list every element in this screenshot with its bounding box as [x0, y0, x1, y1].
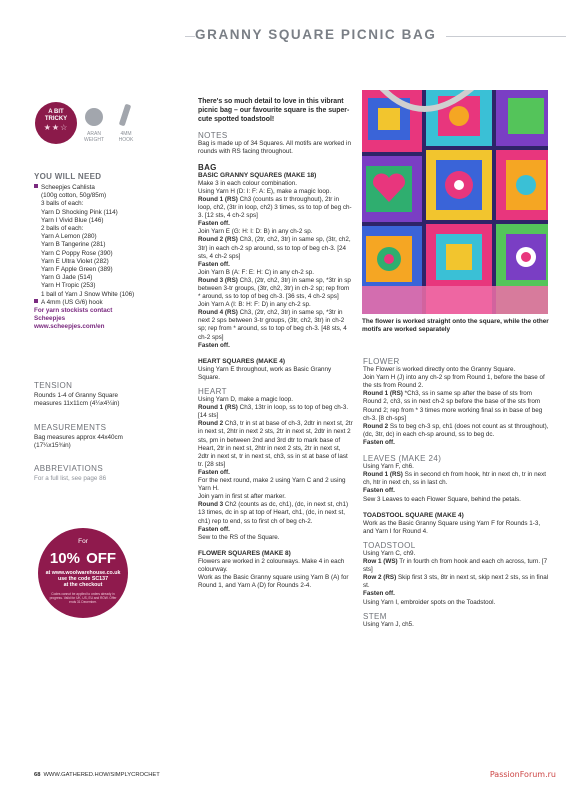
tension-line: Rounds 1-4 of Granny Square [34, 392, 119, 399]
badge-stars: ★★☆ [43, 123, 69, 132]
instruction: Round 2 (RS) Ch3, (2tr, ch2, 3tr) in same sp, (3tr, ch2, 3tr) in each ch-2 sp around, ss to top of beg ch-3. [24 sts, 4 ch-2 sps] [198, 236, 351, 260]
measurements-section [34, 423, 174, 450]
list-item: A 4mm (US G/6) hook [34, 299, 174, 307]
list-item: 1 ball of Yarn J Snow White (106) [41, 290, 135, 298]
promo-for: For [78, 538, 88, 545]
instruction: Using Yarn F, ch6. [363, 463, 414, 471]
abbreviations-section [34, 464, 174, 483]
list-item: Yarn A Lemon (280) [41, 233, 97, 241]
list-item: Yarn B Tangerine (281) [41, 241, 106, 249]
heart-squares-heading: HEART SQUARES (MAKE 4) [198, 357, 286, 365]
bag-heading: BAG [198, 162, 217, 172]
hook-size-label: 4MM HOOK [118, 131, 134, 143]
instruction: Join Yarn B (A: F: E: H: C) in any ch-2 sp. [198, 268, 314, 276]
instruction: Fasten off. [363, 438, 395, 446]
instruction: Row 1 (WS) Tr in fourth ch from hook and each ch across, turn. [7 sts] [363, 558, 548, 574]
promo-small-print: Codes cannot be applied to orders already in progress. Valid for UK, US, EU and ROW. Offer ends 31 December. [49, 591, 117, 604]
measurements-heading: MEASUREMENTS [34, 423, 107, 432]
list-item: Yarn E Ultra Violet (282) [41, 257, 109, 265]
stockists-name: Scheepjes [34, 315, 66, 323]
instruction: Round 2 Ss to beg ch-3 sp, ch1 (does not count as st throughout), (dc, 3tr, dc) in each ch-sp around, ss to beg dc. [363, 422, 549, 438]
instruction: Using Yarn E throughout, work as Basic Granny Square. [198, 365, 332, 381]
materials-list [34, 184, 174, 332]
instruction: Round 3 (RS) Ch3, (2tr, ch2, 3tr) in same sp, *3tr in sp between 3-tr groups, (3tr, ch2, 3tr) in ch-2 sp; rep from * around, ss to top of beg ch-3. [36 sts, 4 ch-2 sps] [198, 276, 351, 301]
flower-squares-heading: FLOWER SQUARES (MAKE 8) [198, 549, 291, 557]
badge-line-1: A BIT [48, 109, 64, 115]
instruction: Using Yarn I, embroider spots on the Toadstool. [363, 598, 496, 606]
tension-heading: TENSION [34, 381, 73, 390]
toadstool-square-heading: TOADSTOOL SQUARE (MAKE 4) [363, 511, 464, 519]
instruction: Fasten off. [363, 590, 395, 598]
yarn-weight-label: ARAN WEIGHT [84, 131, 104, 143]
middle-column [198, 97, 353, 590]
page-title: GRANNY SQUARE PICNIC BAG [195, 27, 446, 42]
heart-heading: HEART [198, 387, 227, 396]
stockists-line: For yarn stockists contact [34, 307, 113, 315]
measurements-line: Bag measures approx 44x40cm [34, 434, 123, 441]
instruction: Flowers are worked in 2 colourways. Make 4 in each colourway. [198, 557, 345, 573]
right-column [363, 358, 551, 629]
instruction: Using Yarn H (D: I: F: A: E), make a magic loop. [198, 187, 332, 195]
measurements-line: (17¼x15¾in) [34, 442, 71, 450]
footer-url[interactable]: WWW.GATHERED.HOW/SIMPLYCROCHET [43, 772, 160, 778]
instruction: Sew 3 Leaves to each Flower Square, behind the petals. [363, 495, 521, 503]
promo-line: at the checkout [63, 582, 103, 589]
intro-text: There's so much detail to love in this vibrant picnic bag – our favourite square is the super-cute spotted toadstool! [198, 98, 350, 124]
instruction: Fasten off. [363, 487, 395, 495]
instruction: Round 2 Ch3, tr in st at base of ch-3, 2dtr in next st, 2tr in next st, 2htr in next 2 sts, 2tr in next st, 2dtr in next 2 sts, pm in between 2nd and 3rd dtr to mark base of Heart, 2tr in next st, 2htr in next 2 sts, 2tr in next st, 2dtr in next st, tr in next st, ch3, ss in st at base of last tr. [28 sts] [198, 420, 353, 468]
photo-caption: The flower is worked straight onto the square, while the other motifs are worked separately [362, 318, 549, 334]
list-item: Scheepjes Cahlista [34, 184, 174, 192]
instruction: Using Yarn J, ch5. [363, 620, 414, 628]
instruction: Fasten off. [198, 220, 230, 228]
list-item: Yarn D Shocking Pink (114) [41, 208, 118, 216]
discount-promo[interactable] [38, 528, 128, 618]
flower-heading: FLOWER [363, 357, 400, 366]
instruction: For the next round, make 2 using Yarn C and 2 using Yarn H. [198, 477, 346, 493]
notes-text: Bag is made up of 34 Squares. All motifs are worked in rounds with RS facing throughout. [198, 140, 351, 156]
instruction: Join Yarn A (I: B: H: F: D) in any ch-2 sp. [198, 301, 311, 309]
abbreviations-heading: ABBREVIATIONS [34, 464, 104, 473]
list-item: Yarn I Vivid Blue (146) [41, 216, 104, 224]
you-will-need [34, 172, 174, 332]
list-item: Yarn H Tropic (253) [41, 282, 96, 290]
difficulty-badge [35, 102, 77, 144]
list-item: Yarn F Apple Green (389) [41, 266, 113, 274]
bag-photo [362, 90, 548, 314]
instruction: Make 3 in each colour combination. [198, 179, 298, 187]
stockists-link[interactable]: www.scheepjes.com/en [34, 323, 105, 331]
instruction: Fasten off. [198, 525, 230, 533]
instruction: Join Yarn H (J) into any ch-2 sp from Round 1, before the base of the sts from Round 2. [363, 374, 545, 390]
instruction: The Flower is worked directly onto the Granny Square. [363, 366, 516, 374]
list-item: 3 balls of each: [41, 200, 84, 208]
list-item: 2 balls of each: [41, 225, 84, 233]
instruction: Fasten off. [198, 260, 230, 268]
hook-icon [119, 104, 132, 127]
instruction: Round 1 (RS) *Ch3, ss in same sp after the base of sts from Round 2, ch3, ss in next ch-2 sp before the base of the sts from Round 2; rep from * 3 times more working final ss in base of beg ch-3. [8 ch-sps] [363, 390, 543, 422]
notes-heading: NOTES [198, 131, 228, 141]
instruction: Join yarn in first st after marker. [198, 493, 286, 501]
instruction: Round 3 Ch2 (counts as dc, ch1), (dc, in next st, ch1) 13 times, dc in sp at top of Heart, ch1, (dc, in next st, ch1) rep to end, ss to first ch of beg ch-2. [198, 501, 349, 525]
list-item: (100g cotton, 50g/85m) [41, 192, 107, 200]
instruction: Using Yarn D, make a magic loop. [198, 396, 293, 404]
instruction: Fasten off. [198, 468, 230, 476]
instruction: Round 4 (RS) Ch3, (2tr, ch2, 3tr) in same sp, *3tr in next 2 sps between 3-tr groups, (3tr, ch2, 3tr) in ch-2 sp; rep from * around, ss to top of beg ch-3. [48 sts, 4 ch-2 sps] [198, 309, 347, 341]
basic-squares-heading: BASIC GRANNY SQUARES (MAKE 18) [198, 171, 317, 179]
instruction: Using Yarn C, ch9. [363, 549, 416, 557]
list-item: Yarn G Jade (514) [41, 274, 93, 282]
promo-percent: 10% OFF [49, 550, 117, 567]
page-number: 68 [34, 772, 41, 778]
instruction: Round 1 (RS) Ch3, 13tr in loop, ss to top of beg ch-3. [14 sts] [198, 404, 349, 420]
abbreviations-line: For a full list, see page 86 [34, 475, 107, 482]
instruction: Round 1 (RS) Ss in second ch from hook, htr in next ch, tr in next ch, htr in next ch, ss in last ch. [363, 471, 547, 487]
yarn-ball-icon [85, 108, 103, 126]
page-footer [34, 772, 160, 778]
stem-heading: STEM [363, 611, 387, 621]
leaves-heading: LEAVES (MAKE 24) [363, 454, 442, 464]
toadstool-heading: TOADSTOOL [363, 540, 416, 550]
instruction: Join Yarn E (G: H: I: D: B) in any ch-2 sp. [198, 228, 313, 236]
you-will-need-heading: YOU WILL NEED [34, 172, 102, 181]
instruction: Work as the Basic Granny square using Yarn B (A) for Round 1, and Yarn A (D) for Rounds 2-4. [198, 574, 349, 590]
instruction: Sew to the RS of the Square. [198, 533, 280, 541]
watermark: PassionForum.ru [489, 770, 556, 779]
instruction: Work as the Basic Granny Square using Yarn F for Rounds 1-3, and Yarn I for Round 4. [363, 519, 541, 535]
promo-line: at www.woolwarehouse.co.uk [45, 570, 121, 576]
tension-line: measures 11x11cm (4¼x4¼in) [34, 400, 120, 408]
instruction: Round 1 (RS) Ch3 (counts as tr throughout), 2tr in loop, ch2, (3tr in loop, ch2) 3 times, ss to top of beg ch-3. [12 sts, 4 ch-2 sps] [198, 195, 352, 220]
instruction: Fasten off. [198, 341, 230, 349]
tension-section [34, 381, 174, 408]
instruction: Row 2 (RS) Skip first 3 sts, 8tr in next st, skip next 2 sts, ss in final st. [363, 574, 549, 590]
promo-line: use the code SC137 [57, 576, 109, 583]
badge-line-2: TRICKY [44, 116, 68, 122]
list-item: Yarn C Poppy Rose (390) [41, 249, 113, 257]
